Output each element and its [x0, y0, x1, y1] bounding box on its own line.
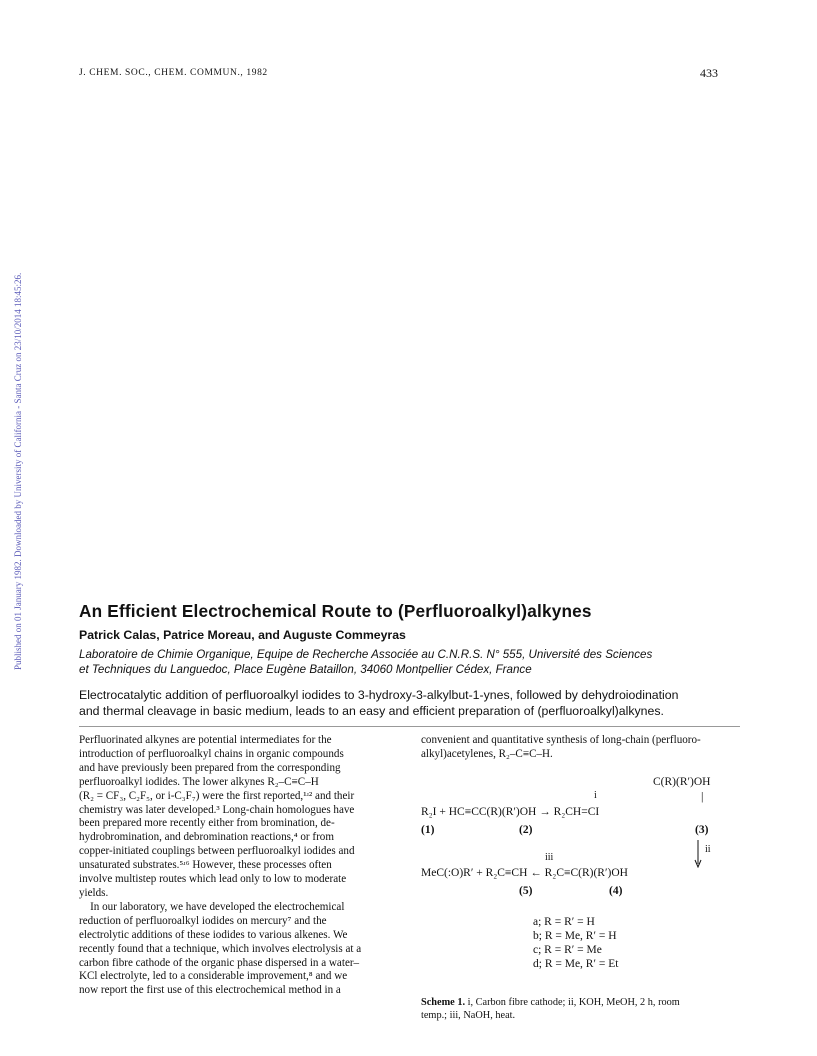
- scheme-step-label: iii: [545, 852, 554, 863]
- compound-label: (4): [609, 885, 623, 897]
- body-line: copper-initiated couplings between perfluoroalkyl iodides and: [79, 845, 355, 858]
- body-line: Perfluorinated alkynes are potential intermediates for the: [79, 734, 332, 746]
- scheme-variant: c; R = R′ = Me: [533, 944, 602, 956]
- page-number: 433: [700, 66, 718, 80]
- arrow-down-icon: [693, 840, 703, 868]
- scheme-reaction-row: R₂I + HC≡CC(R)(R′)OH → R₂CH=CI: [421, 806, 600, 818]
- body-line: reduction of perfluoroalkyl iodides on mercury⁷ and the: [79, 914, 327, 927]
- body-line: recently found that a technique, which involves electrolysis at a: [79, 942, 362, 955]
- body-line: introduction of perfluoroalkyl chains in organic compounds: [79, 747, 344, 760]
- scheme-caption: [421, 996, 746, 1022]
- body-line: perfluoroalkyl iodides. The lower alkynes R₂–C≡C–H: [79, 775, 319, 788]
- body-column-left: [79, 734, 399, 998]
- body-line: KCl electrolyte, led to a considerable improvement,⁸ and we: [79, 970, 348, 983]
- affiliation: [79, 647, 759, 677]
- body-line: and have previously been prepared from the corresponding: [79, 761, 341, 774]
- affiliation-line: Laboratoire de Chimie Organique, Equipe de Recherche Associée au C.N.R.S. N° 555, Université des Sciences: [79, 648, 653, 661]
- compound-label: (1): [421, 824, 435, 836]
- body-line: chemistry was later developed.³ Long-chain homologues have: [79, 803, 355, 816]
- body-line: involve multistep routes which lead only to low to moderate: [79, 873, 347, 886]
- scheme-variant: d; R = Me, R′ = Et: [533, 958, 619, 970]
- body-line: electrolytic additions of these iodides to various alkenes. We: [79, 928, 348, 941]
- article-authors: Patrick Calas, Patrice Moreau, and Auguste Commeyras: [79, 628, 406, 642]
- affiliation-line: et Techniques du Languedoc, Place Eugène Bataillon, 34060 Montpellier Cédex, France: [79, 663, 532, 676]
- compound-label: (2): [519, 824, 533, 836]
- body-line: carbon fibre cathode of the organic phase dispersed in a water–: [79, 956, 360, 969]
- scheme-substituent: C(R)(R′)OH: [653, 776, 711, 788]
- compound-label: (5): [519, 885, 533, 897]
- body-line: alkyl)acetylenes, R₂–C≡C–H.: [421, 747, 553, 760]
- article-title: An Efficient Electrochemical Route to (Perfluoroalkyl)alkynes: [79, 601, 592, 621]
- abstract: [79, 687, 759, 719]
- compound-label: (3): [695, 824, 709, 836]
- caption-label: Scheme 1.: [421, 997, 466, 1008]
- caption-line: [421, 996, 746, 1009]
- abstract-line: Electrocatalytic addition of perfluoroalkyl iodides to 3-hydroxy-3-alkylbut-1-ynes, followed by dehydroiodination: [79, 688, 679, 702]
- body-line: In our laboratory, we have developed the electrochemical: [79, 900, 345, 913]
- body-line: unsaturated substrates.⁵ʴ⁶ However, these processes often: [79, 859, 332, 872]
- body-line: (R₂ = CF₃, C₂F₅, or i-C₃F₇) were the first reported,¹ʴ² and their: [79, 789, 355, 802]
- bond-line: |: [701, 789, 704, 803]
- body-line: yields.: [79, 886, 109, 899]
- journal-header: J. CHEM. SOC., CHEM. COMMUN., 1982: [79, 68, 268, 78]
- caption-line: temp.; iii, NaOH, heat.: [421, 1010, 516, 1021]
- body-line: now report the first use of this electrochemical method in a: [79, 984, 341, 997]
- caption-text: i, Carbon fibre cathode; ii, KOH, MeOH, 2 h, room: [465, 997, 680, 1008]
- body-line: convenient and quantitative synthesis of long-chain (perfluoro-: [421, 734, 701, 746]
- scheme-step-label: ii: [705, 844, 711, 855]
- body-column-right: [421, 734, 751, 762]
- abstract-line: and thermal cleavage in basic medium, leads to an easy and efficient preparation of (perfluoroalkyl)alkynes.: [79, 704, 664, 718]
- download-watermark: [3, 180, 23, 670]
- body-line: hydrobromination, and debromination reactions,⁴ or from: [79, 831, 334, 844]
- section-divider: [79, 726, 740, 727]
- scheme-variant: b; R = Me, R′ = H: [533, 930, 617, 942]
- body-line: been prepared more recently either from bromination, de-: [79, 817, 335, 830]
- scheme-step-label: i: [594, 790, 597, 801]
- reaction-scheme: [421, 776, 751, 986]
- scheme-variant: a; R = R′ = H: [533, 916, 595, 928]
- download-watermark-text: Published on 01 January 1982. Downloaded by University of California - Santa Cruz on 23/10/2014 18:45:26.: [13, 272, 23, 670]
- scheme-reaction-row: MeC(:O)R′ + R₂C≡CH ← R₂C≡C(R)(R′)OH: [421, 867, 628, 879]
